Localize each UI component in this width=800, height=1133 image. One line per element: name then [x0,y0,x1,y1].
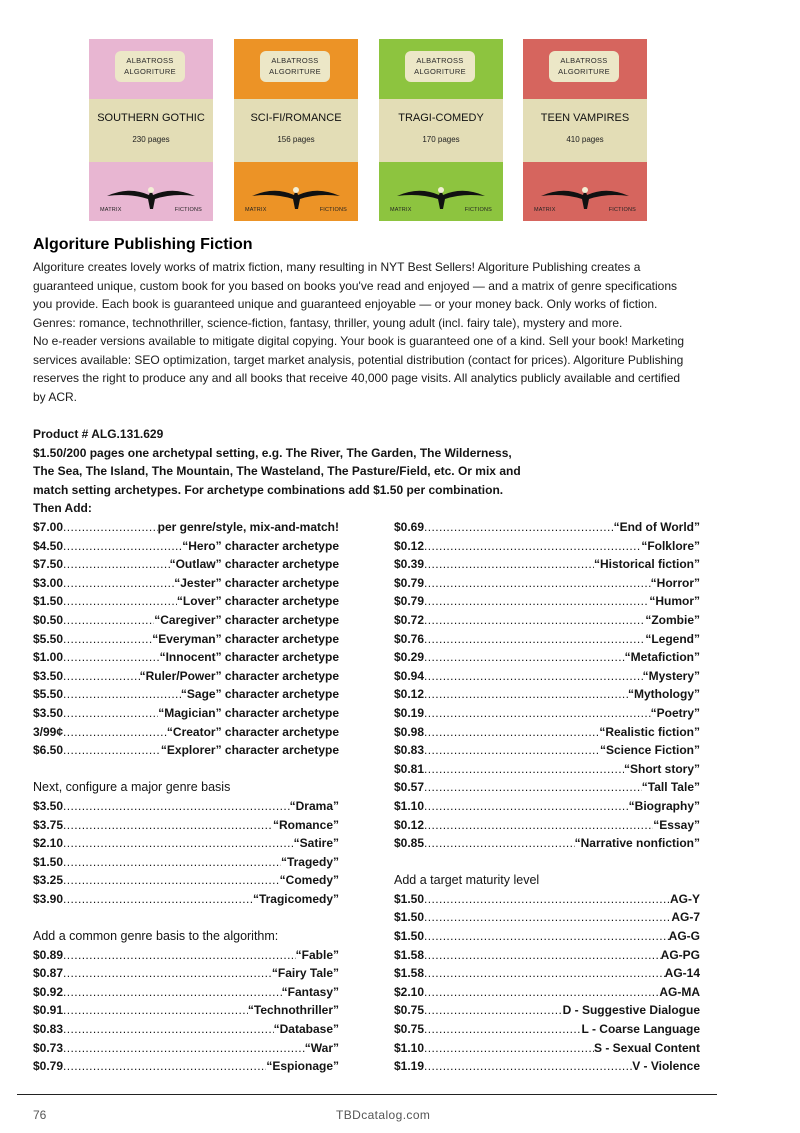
maturity-heading: Add a target maturity level [394,873,540,888]
price-row [33,648,339,667]
item-name: AG-7 [671,910,700,925]
price: $0.81 [394,761,425,776]
cover-category: TEEN VAMPIRES [540,112,630,124]
price: $0.98 [394,724,425,739]
price: $3.25 [33,873,64,888]
item-name: “Humor” [649,594,700,609]
price-row [394,1057,700,1076]
item-name: AG-14 [664,966,700,981]
dot-leader [424,630,645,649]
item-name: “Explorer” character archetype [160,743,339,758]
price-row [394,1001,700,1020]
price: $1.50 [394,891,425,906]
price-row [394,1020,700,1039]
item-name: V - Violence [632,1059,700,1074]
item-name: “Fable” [295,947,339,962]
price-row [33,537,339,556]
item-name: “Satire” [293,836,339,851]
item-name: “Poetry” [650,705,700,720]
item-name: “Lover” character archetype [176,594,339,609]
price: $3.50 [33,705,64,720]
dot-leader [63,555,170,574]
price: $0.69 [394,520,425,534]
series-left: MATRIX [245,207,267,213]
footer-divider [17,1094,717,1095]
dot-leader [63,1039,305,1058]
price-row [33,853,339,872]
price: $0.83 [33,1022,64,1037]
item-name: “Tall Tale” [641,780,700,795]
price-row [33,1020,339,1039]
price: $1.50 [394,929,425,944]
item-name: “Essay” [653,817,700,832]
price-row [394,760,700,779]
cover-title-band [379,99,503,162]
dot-leader [424,1001,563,1020]
dot-leader [424,574,651,593]
price: $5.50 [33,687,64,702]
dot-leader [63,704,158,723]
description-paragraph: Algoriture creates lovely works of matrix fiction, many resulting in NYT Best Sellers! Algoriture Publishing creates a guaranteed unique, custom book for you based on books you've read and enjoyed — and a matrix of genre specifications you provide. Each book is guaranteed unique and guaranteed enjoyable — or your money back. Only works of fiction. Genres: romance, technothriller, science-fiction, fantasy, thriller, young adult (incl. fairy tale), mystery and more. [33,260,678,330]
price: $0.75 [394,1022,425,1037]
dot-leader [63,592,177,611]
item-name: “Hero” character archetype [182,538,339,553]
major-genre-heading: Next, configure a major genre basis [33,780,231,795]
price: $2.10 [33,836,64,851]
common-genre-list [33,946,339,1076]
price-row [33,834,339,853]
price-row [33,518,339,537]
item-name: “Tragedy” [280,854,339,869]
price-row [394,537,700,556]
item-name: “Narrative nonfiction” [574,836,700,851]
price-list-right [394,518,700,1076]
price: $0.39 [394,557,425,572]
dot-leader [424,834,575,853]
price-row [394,648,700,667]
item-name: “Drama” [289,798,339,813]
price: $1.50 [33,594,64,609]
dot-leader [63,834,294,853]
price-row [33,946,339,965]
price-row [394,555,700,574]
item-name: “Horror” [650,575,700,590]
dot-leader [63,871,280,890]
price: $0.72 [394,612,425,627]
cover-title-band [523,99,647,162]
price-row [33,592,339,611]
item-name: “Fairy Tale” [271,966,339,981]
price-row [33,1039,339,1058]
book-cover [89,39,213,221]
price-row [33,574,339,593]
spacer [394,853,700,872]
item-name: “Metafiction” [624,650,700,665]
book-covers [89,39,649,221]
dot-leader [424,723,599,742]
price: $0.73 [33,1040,64,1055]
dot-leader [63,741,161,760]
major-genre-list [33,797,339,909]
price: $0.29 [394,650,425,665]
item-name: “Outlaw” character archetype [169,557,339,572]
price: $0.79 [394,594,425,609]
item-name: “Creator” character archetype [166,724,339,739]
dot-leader [63,1001,248,1020]
price-row [33,964,339,983]
dot-leader [424,518,614,537]
price: $0.19 [394,705,425,720]
item-name: “Jester” character archetype [174,575,339,590]
price-row [394,890,700,909]
price: $6.50 [33,743,64,758]
price: $0.94 [394,668,425,683]
price-row [394,908,700,927]
dot-leader [63,964,272,983]
dot-leader [424,685,628,704]
price-row [394,983,700,1002]
series-right: FICTIONS [174,207,202,213]
price: $0.91 [33,1003,64,1018]
dot-leader [63,667,140,686]
price-row [33,871,339,890]
price-row [33,983,339,1002]
character-list [33,518,339,760]
price-row [394,1039,700,1058]
series-left: MATRIX [100,207,122,213]
dot-leader [424,611,645,630]
dot-leader [63,890,253,909]
item-name: “End of World” [613,520,700,534]
price: $3.00 [33,575,64,590]
publisher-label: ALBATROSS ALGORITURE [549,51,619,82]
price-row [394,964,700,983]
price: $1.10 [394,798,425,813]
price: $0.85 [394,836,425,851]
dot-leader [63,648,160,667]
price-row [394,592,700,611]
book-cover [379,39,503,221]
price-row [33,816,339,835]
description-paragraph: No e-reader versions available to mitigate digital copying. Your book is guaranteed one of a kind. Sell your book! Marketing services available: SEO optimization, target market analysis, potential distribution (contact for prices). Algoriture Publishing reserves the right to produce any and all books that receive 40,000 page visits. All analytics publicly available and certified by ACR. [33,334,685,404]
item-name: “Mystery” [642,668,700,683]
item-name: “War” [304,1040,339,1055]
price-row [394,946,700,965]
dot-leader [63,611,154,630]
cover-category: SCI-FI/ROMANCE [250,112,342,124]
price-row [394,574,700,593]
item-name: “Caregiver” character archetype [154,612,339,627]
dot-leader [63,537,182,556]
item-name: “Realistic fiction” [599,724,700,739]
item-name: “Magician” character archetype [158,705,339,720]
series-left: MATRIX [390,207,412,213]
maturity-list [394,890,700,1076]
price: $0.92 [33,984,64,999]
price-row [394,834,700,853]
dot-leader [63,685,181,704]
dot-leader [63,983,282,1002]
price: $3.90 [33,891,64,906]
common-genre-heading: Add a common genre basis to the algorithm: [33,929,279,944]
dot-leader [424,816,653,835]
price-row [394,630,700,649]
price-row [33,723,339,742]
price-row [394,797,700,816]
dot-leader [63,797,290,816]
base-line: match setting archetypes. For archetype combinations add $1.50 per combination. [33,482,504,497]
price: $0.12 [394,538,425,553]
price-row [33,611,339,630]
series-right: FICTIONS [464,207,492,213]
dot-leader [424,890,670,909]
dot-leader [63,518,158,537]
price: $1.50 [394,910,425,925]
dot-leader [424,778,642,797]
item-name: “Espionage” [266,1059,339,1074]
item-name: L - Coarse Language [581,1022,700,1037]
dot-leader [424,741,600,760]
dot-leader [424,760,624,779]
series-right: FICTIONS [319,207,347,213]
item-name: “Mythology” [628,687,700,702]
price-row [394,667,700,686]
price-row [33,797,339,816]
price: $0.79 [33,1059,64,1074]
description [33,258,693,406]
item-name: per genre/style, mix-and-match! [157,520,339,534]
spacer [33,908,339,927]
page-number: 76 [33,1108,47,1122]
base-line: Then Add: [33,501,92,516]
price: $0.12 [394,687,425,702]
dot-leader [424,1020,581,1039]
publisher-label: ALBATROSS ALGORITURE [405,51,475,82]
item-name: AG-MA [659,984,700,999]
dot-leader [63,630,152,649]
price: $0.75 [394,1003,425,1018]
price: $0.12 [394,817,425,832]
dot-leader [424,648,625,667]
item-name: “Folklore” [641,538,700,553]
price: $0.87 [33,966,64,981]
dot-leader [424,946,661,965]
item-name: “Science Fiction” [599,743,700,758]
item-name: AG-PG [660,947,700,962]
book-cover [523,39,647,221]
price-row [394,741,700,760]
price-row [394,518,700,537]
item-name: “Historical fiction” [593,557,700,572]
base-line: The Sea, The Island, The Mountain, The Wasteland, The Pasture/Field, etc. Or mix and [33,464,521,479]
price: $5.50 [33,631,64,646]
dot-leader [424,797,629,816]
product-number: Product # ALG.131.629 [33,427,164,441]
item-name: “Sage” character archetype [180,687,339,702]
cover-category: SOUTHERN GOTHIC [97,112,205,124]
price-row [394,723,700,742]
price-row [394,778,700,797]
footer-url: TBDcatalog.com [336,1108,431,1122]
price: $0.76 [394,631,425,646]
price: $3.75 [33,817,64,832]
cover-page-count: 156 pages [277,135,315,144]
page-title: Algoriture Publishing Fiction [33,236,253,253]
dot-leader [424,964,665,983]
price: $0.89 [33,947,64,962]
dot-leader [424,537,641,556]
dot-leader [63,723,167,742]
price-list-left [33,518,339,1076]
item-name: “Comedy” [279,873,339,888]
dot-leader [424,704,651,723]
dot-leader [424,667,643,686]
price-row [33,741,339,760]
price-row [394,685,700,704]
dot-leader [424,555,594,574]
genre-list [394,518,700,853]
item-name: “Short story” [623,761,700,776]
item-name: AG-G [668,929,700,944]
dot-leader [63,1020,274,1039]
price: 3/99¢ [33,724,64,739]
price: $3.50 [33,668,64,683]
item-name: D - Suggestive Dialogue [562,1003,700,1018]
item-name: “Ruler/Power” character archetype [139,668,339,683]
dot-leader [63,574,174,593]
series-right: FICTIONS [608,207,636,213]
item-name: “Zombie” [645,612,700,627]
spacer [33,760,339,779]
cover-category: TRAGI-COMEDY [398,112,484,124]
price-row [394,611,700,630]
price-row [33,555,339,574]
dot-leader [424,908,671,927]
price-row [33,1001,339,1020]
dot-leader [424,592,649,611]
cover-title-band [234,99,358,162]
price-row [394,704,700,723]
publisher-label: ALBATROSS ALGORITURE [260,51,330,82]
dot-leader [63,816,273,835]
price: $1.58 [394,947,425,962]
price: $1.58 [394,966,425,981]
item-name: “Biography” [628,798,700,813]
price: $1.00 [33,650,64,665]
item-name: “Fantasy” [281,984,339,999]
item-name: “Legend” [645,631,700,646]
dot-leader [424,927,669,946]
price: $1.50 [33,854,64,869]
dot-leader [424,983,659,1002]
publisher-label: ALBATROSS ALGORITURE [115,51,185,82]
price-row [33,704,339,723]
item-name: AG-Y [670,891,700,906]
price: $2.10 [394,984,425,999]
price-row [33,685,339,704]
item-name: “Technothriller” [247,1003,339,1018]
dot-leader [424,1039,594,1058]
price-row [33,890,339,909]
item-name: “Database” [273,1022,339,1037]
cover-page-count: 410 pages [566,135,604,144]
price: $7.00 [33,520,64,534]
price: $0.83 [394,743,425,758]
price-row [394,927,700,946]
cover-page-count: 230 pages [132,135,170,144]
dot-leader [63,853,281,872]
price: $0.57 [394,780,425,795]
price-row [394,816,700,835]
price: $0.79 [394,575,425,590]
price-row [33,630,339,649]
item-name: “Tragicomedy” [252,891,339,906]
book-cover [234,39,358,221]
item-name: “Romance” [272,817,339,832]
price: $1.10 [394,1040,425,1055]
base-pricing [33,425,553,518]
price-row [33,667,339,686]
series-left: MATRIX [534,207,556,213]
item-name: S - Sexual Content [593,1040,700,1055]
price: $7.50 [33,557,64,572]
cover-title-band [89,99,213,162]
item-name: “Everyman” character archetype [152,631,339,646]
dot-leader [63,1057,266,1076]
dot-leader [424,1057,632,1076]
cover-page-count: 170 pages [422,135,460,144]
price: $1.19 [394,1059,425,1074]
dot-leader [63,946,296,965]
base-line: $1.50/200 pages one archetypal setting, e.g. The River, The Garden, The Wilderness, [33,445,512,460]
price: $3.50 [33,798,64,813]
item-name: “Innocent” character archetype [159,650,339,665]
price: $4.50 [33,538,64,553]
price-row [33,1057,339,1076]
price: $0.50 [33,612,64,627]
